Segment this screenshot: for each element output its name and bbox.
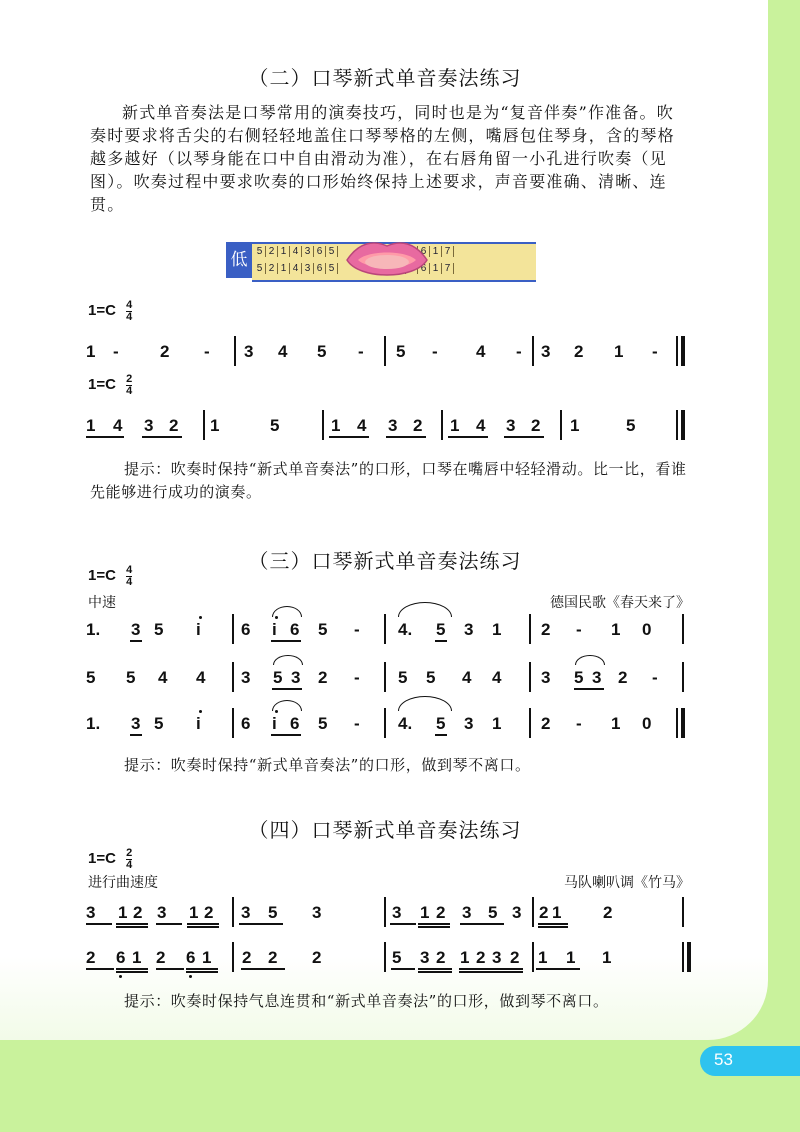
note: 5: [154, 620, 164, 639]
final-barline: [676, 708, 678, 738]
page-number: 53: [714, 1050, 733, 1069]
note: 1: [210, 416, 220, 435]
note: 3: [464, 714, 474, 733]
note: -: [204, 342, 210, 361]
low-octave-dot: [189, 975, 192, 978]
note-underline: [448, 436, 488, 438]
note-underline: [116, 968, 148, 970]
harmonica-hole-number: 6: [418, 263, 430, 274]
harmonica-hole-number: 7: [442, 246, 454, 257]
note: -: [354, 714, 360, 733]
barline: [384, 897, 386, 927]
note-underline: [574, 688, 604, 690]
note-underline: [329, 436, 369, 438]
barline: [529, 614, 531, 644]
note-underline: [142, 436, 182, 438]
note: 5: [488, 903, 498, 922]
note: 6: [241, 714, 251, 733]
barline: [529, 662, 531, 692]
time-num: 2: [126, 847, 133, 859]
note: 6: [290, 620, 300, 639]
note: 3: [506, 416, 516, 435]
time-num: 4: [126, 564, 133, 576]
note-underline: [504, 436, 544, 438]
time-den: 4: [126, 311, 133, 323]
note: 2: [574, 342, 584, 361]
harmonica-hole-number: 3: [302, 263, 314, 274]
section3-tempo: 中速: [88, 595, 116, 611]
note: 3: [241, 903, 251, 922]
harmonica-hole-number: 1: [430, 263, 442, 274]
note: 2: [204, 903, 214, 922]
harmonica-hole-number: 5: [254, 246, 266, 257]
note: 1: [570, 416, 580, 435]
harmonica-hole-number: 6: [314, 246, 326, 257]
note: 3: [512, 903, 522, 922]
note: 5: [154, 714, 164, 733]
note: 4: [476, 416, 486, 435]
barline: [532, 942, 534, 972]
note: 2: [86, 948, 96, 967]
note: 1: [202, 948, 212, 967]
note: 5: [273, 668, 283, 687]
note: 0: [642, 714, 652, 733]
note-underline: [156, 923, 182, 925]
score-line-6: [86, 897, 696, 927]
note: 5: [396, 342, 406, 361]
note: 2: [318, 668, 328, 687]
note: 2: [510, 948, 520, 967]
note: 1: [602, 948, 612, 967]
barline: [529, 708, 531, 738]
barline: [384, 614, 386, 644]
note: 2: [436, 903, 446, 922]
note-underline: [538, 923, 568, 925]
barline: [682, 662, 684, 692]
note: 1: [492, 620, 502, 639]
page-number-tab: [700, 1046, 800, 1076]
note: 4.: [398, 714, 413, 733]
note: 2: [268, 948, 278, 967]
section4-hint: 提示：吹奏时保持气息连贯和“新式单音奏法”的口形，做到琴不离口。: [124, 992, 609, 1010]
note: 3: [131, 714, 141, 733]
time-den: 4: [126, 385, 133, 397]
section2-title: （二）口琴新式单音奏法练习: [248, 66, 522, 90]
note: 2: [160, 342, 170, 361]
note: 2: [312, 948, 322, 967]
note-double-underline: [187, 926, 219, 928]
time-signature: [126, 374, 132, 396]
note: 2: [476, 948, 486, 967]
note-underline: [390, 923, 416, 925]
note: 3: [492, 948, 502, 967]
barline: [384, 708, 386, 738]
note: 6: [186, 948, 196, 967]
note: 5: [626, 416, 636, 435]
score-line-7: [86, 942, 696, 972]
note: 3: [541, 342, 551, 361]
barline: [384, 942, 386, 972]
note: i: [272, 714, 277, 733]
note-double-underline: [116, 926, 148, 928]
note: 4: [196, 668, 206, 687]
note: 4: [158, 668, 168, 687]
harmonica-hole-number: 6: [314, 263, 326, 274]
note-underline: [391, 968, 415, 970]
note-underline: [536, 968, 580, 970]
note: 1: [538, 948, 548, 967]
note: 2: [541, 714, 551, 733]
note-double-underline: [186, 971, 218, 973]
note: -: [354, 620, 360, 639]
note: 0: [642, 620, 652, 639]
harmonica-hole-number: 7: [442, 263, 454, 274]
harmonica-hole-number: 5: [326, 263, 338, 274]
note-double-underline: [418, 971, 452, 973]
note: 5: [436, 620, 446, 639]
note: 3: [388, 416, 398, 435]
note-underline: [418, 968, 452, 970]
time-signature: [126, 300, 132, 322]
note: 5: [126, 668, 136, 687]
key-text: 1=C: [88, 375, 116, 393]
barline: [232, 897, 234, 927]
note-underline: [418, 923, 450, 925]
barline: [682, 614, 684, 644]
note-underline: [156, 968, 184, 970]
score-line-1: [86, 336, 696, 366]
note: 3: [541, 668, 551, 687]
harmonica-hole-number: 5: [254, 263, 266, 274]
note: -: [652, 342, 658, 361]
section4-title: （四）口琴新式单音奏法练习: [248, 818, 522, 842]
section2-hint: 提示：吹奏时保持“新式单音奏法”的口形，口琴在嘴唇中轻轻滑动。比一比，看谁先能够进行成功的演奏。: [90, 460, 687, 501]
note-underline: [86, 968, 114, 970]
section3-key-signature: [88, 565, 132, 587]
score-line-2: [86, 410, 696, 440]
note: 2: [603, 903, 613, 922]
final-barline: [676, 336, 678, 366]
note-underline: [186, 968, 218, 970]
note: 1: [450, 416, 460, 435]
note: 3: [144, 416, 154, 435]
section4-tempo: 进行曲速度: [88, 875, 158, 891]
note: 4: [462, 668, 472, 687]
note: i: [272, 620, 277, 639]
lips-illustration: [344, 236, 430, 284]
barline: [532, 336, 534, 366]
note: 1: [492, 714, 502, 733]
note: 1: [611, 620, 621, 639]
note-underline: [386, 436, 426, 438]
section3-hint: 提示：吹奏时保持“新式单音奏法”的口形，做到琴不离口。: [124, 756, 531, 774]
note: 1.: [86, 620, 101, 639]
barline: [232, 708, 234, 738]
key-text: 1=C: [88, 301, 116, 319]
section4-key-signature: [88, 848, 132, 870]
barline: [203, 410, 205, 440]
harmonica-hole-number: 2: [266, 246, 278, 257]
note: 5: [398, 668, 408, 687]
harmonica-hole-number: 1: [278, 246, 290, 257]
note: 2: [531, 416, 541, 435]
note: 5: [426, 668, 436, 687]
low-label: 低: [226, 242, 252, 278]
note: 2: [156, 948, 166, 967]
barline: [232, 614, 234, 644]
barline: [560, 410, 562, 440]
note: -: [576, 714, 582, 733]
note: 3: [291, 668, 301, 687]
note: 2: [436, 948, 446, 967]
section3-title: （三）口琴新式单音奏法练习: [248, 549, 522, 573]
note: 4: [113, 416, 123, 435]
final-barline: [682, 942, 684, 972]
note-double-underline: [418, 926, 450, 928]
note: 2: [413, 416, 423, 435]
barline: [384, 336, 386, 366]
note: 5: [436, 714, 446, 733]
note: 5: [317, 342, 327, 361]
high-octave-dot: [199, 616, 202, 619]
note: 5: [318, 714, 328, 733]
final-barline: [676, 410, 678, 440]
barline: [384, 662, 386, 692]
note-underline: [239, 923, 283, 925]
note: 2: [618, 668, 628, 687]
barline: [232, 942, 234, 972]
note: 2: [541, 620, 551, 639]
note: 5: [318, 620, 328, 639]
note: -: [652, 668, 658, 687]
score-line-4: [86, 662, 696, 692]
final-barline-thick: [681, 708, 685, 738]
note: i: [196, 620, 201, 639]
note: 4: [278, 342, 288, 361]
note: 4: [357, 416, 367, 435]
note: 4: [476, 342, 486, 361]
time-num: 4: [126, 299, 133, 311]
note: 6: [116, 948, 126, 967]
final-barline-thick: [681, 410, 685, 440]
note-underline: [271, 640, 301, 642]
note: 1: [132, 948, 142, 967]
note: 1: [86, 416, 96, 435]
note: -: [576, 620, 582, 639]
low-octave-dot: [119, 975, 122, 978]
note-underline: [116, 923, 148, 925]
note-underline: [241, 968, 285, 970]
note: 2: [539, 903, 549, 922]
note: 3: [86, 903, 96, 922]
score-line-3: [86, 614, 696, 644]
time-den: 4: [126, 859, 133, 871]
note: 5: [270, 416, 280, 435]
note: 1: [611, 714, 621, 733]
time-num: 2: [126, 373, 133, 385]
note-underline: [272, 688, 302, 690]
time-signature: [126, 565, 132, 587]
note-underline: [187, 923, 219, 925]
note: 1: [420, 903, 430, 922]
note: i: [196, 714, 201, 733]
note: 3: [131, 620, 141, 639]
note: 2: [133, 903, 143, 922]
note-underline: [86, 923, 112, 925]
harmonica-hole-number: 4: [290, 246, 302, 257]
note: 4.: [398, 620, 413, 639]
key-text: 1=C: [88, 566, 116, 584]
barline: [322, 410, 324, 440]
note: 1: [552, 903, 562, 922]
note: 3: [241, 668, 251, 687]
section3-source: 德国民歌《春天来了》: [550, 595, 690, 611]
note: 3: [464, 620, 474, 639]
harmonica-hole-number: 3: [302, 246, 314, 257]
barline: [234, 336, 236, 366]
note: 1: [331, 416, 341, 435]
note: 3: [420, 948, 430, 967]
note: 1: [118, 903, 128, 922]
note: 5: [574, 668, 584, 687]
note: -: [432, 342, 438, 361]
note: 1: [189, 903, 199, 922]
note: 1: [460, 948, 470, 967]
time-signature: [126, 848, 132, 870]
note: 3: [392, 903, 402, 922]
final-barline-thick: [681, 336, 685, 366]
note: 1.: [86, 714, 101, 733]
note: 3: [244, 342, 254, 361]
note-underline: [271, 734, 301, 736]
note: -: [354, 668, 360, 687]
note: 5: [86, 668, 96, 687]
time-den: 4: [126, 576, 133, 588]
note-underline: [435, 640, 447, 642]
note: 2: [242, 948, 252, 967]
final-barline-thick: [687, 942, 691, 972]
note-double-underline: [459, 971, 523, 973]
note: 4: [492, 668, 502, 687]
barline: [532, 897, 534, 927]
note: 6: [241, 620, 251, 639]
score-line-5: [86, 708, 696, 738]
note: 1: [86, 342, 96, 361]
note-underline: [130, 734, 142, 736]
barline: [441, 410, 443, 440]
note: -: [358, 342, 364, 361]
note: 3: [157, 903, 167, 922]
note: 3: [312, 903, 322, 922]
note: 1: [614, 342, 624, 361]
ex1-key-signature: [88, 300, 132, 322]
harmonica-hole-number: 2: [266, 263, 278, 274]
note: 5: [392, 948, 402, 967]
harmonica-hole-number: 1: [430, 246, 442, 257]
high-octave-dot: [199, 710, 202, 713]
note-double-underline: [538, 926, 568, 928]
harmonica-hole-number: 1: [278, 263, 290, 274]
note: -: [516, 342, 522, 361]
note-underline: [460, 923, 504, 925]
note: -: [113, 342, 119, 361]
note-double-underline: [116, 971, 148, 973]
note: 6: [290, 714, 300, 733]
note: 1: [566, 948, 576, 967]
note-underline: [130, 640, 142, 642]
key-text: 1=C: [88, 849, 116, 867]
harmonica-hole-number: 4: [290, 263, 302, 274]
barline: [232, 662, 234, 692]
note-underline: [459, 968, 523, 970]
harmonica-hole-number: 5: [326, 246, 338, 257]
section2-paragraph: 新式单音奏法是口琴常用的演奏技巧，同时也是为“复音伴奏”作准备。吹奏时要求将舌尖的右侧轻轻地盖住口琴琴格的左侧，嘴唇包住琴身，含的琴格越多越好（以琴身能在口中自由滑动为准），在右唇角留一小孔进行吹奏（见图）。吹奏过程中要求吹奏的口形始终保持上述要求，声音要准确、清晰、连贯。: [90, 103, 675, 214]
note: 5: [268, 903, 278, 922]
note: 3: [592, 668, 602, 687]
note-underline: [435, 734, 447, 736]
ex2-key-signature: [88, 374, 132, 396]
section4-source: 马队喇叭调《竹马》: [564, 875, 690, 891]
note: 3: [462, 903, 472, 922]
harmonica-hole-number: 6: [418, 246, 430, 257]
note-underline: [86, 436, 124, 438]
note: 2: [169, 416, 179, 435]
barline: [682, 897, 684, 927]
